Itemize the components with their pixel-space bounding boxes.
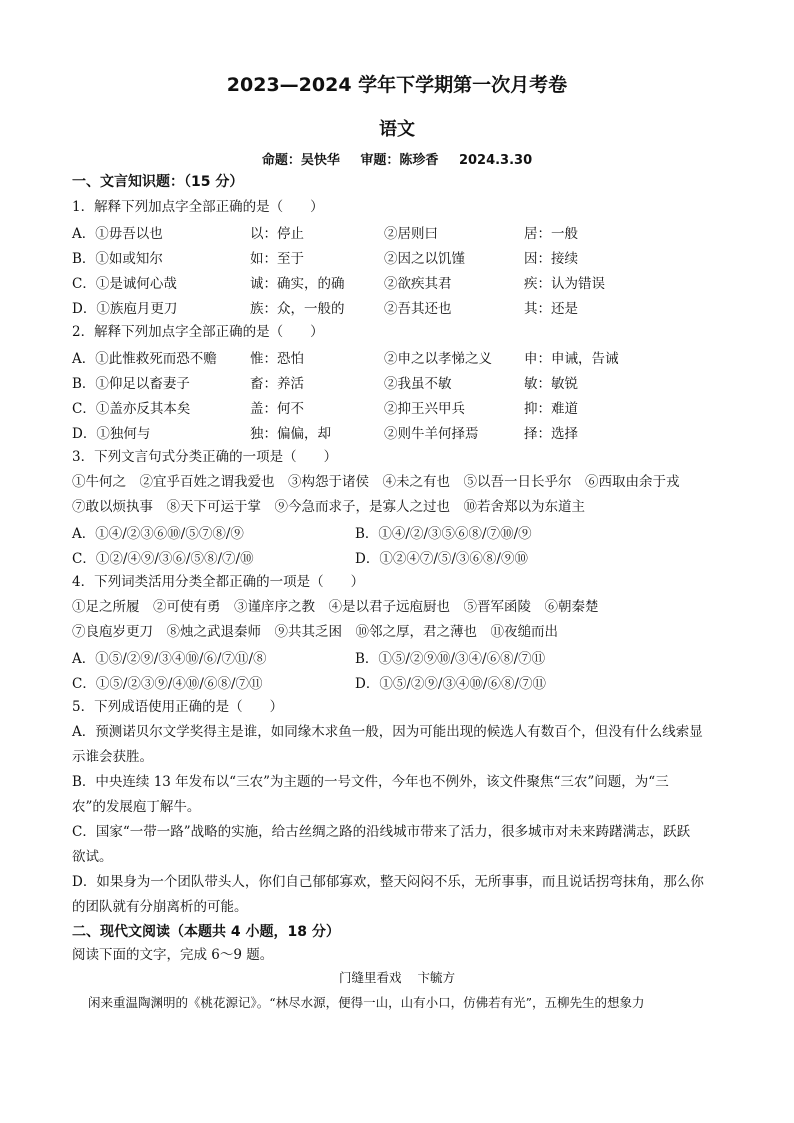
exam-date: 2024.3.30 <box>458 153 533 168</box>
option-text: C．国家“一带一路”战略的实施，给古丝绸之路的沿线城市带来了活力，很多城市对未来踌躇满志，跃跃 <box>72 824 691 840</box>
option-text: D．①②④⑦/⑤/③⑥⑧/⑨⑩ <box>355 551 528 567</box>
sentence-list: ⑦敢以烦执事 ⑧天下可运于掌 ⑨今急而求子，是寡人之过也 ⑩若舍郑以为东道主 <box>72 499 585 515</box>
section-heading: 一、文言知识题：（15 分） <box>72 174 244 190</box>
option-gloss: 其：还是 <box>524 301 578 317</box>
option-text: ②吾其还也 <box>384 301 452 317</box>
option-text: ②因之以饥馑 <box>384 251 465 267</box>
option-text: C．①⑤/②③⑨/④⑩/⑥⑧/⑦⑪ <box>72 676 263 692</box>
option-text: D．如果身为一个团队带头人，你们自己郁郁寡欢，整天闷闷不乐，无所事事，而且说话拐弯抹角，那么你 <box>72 874 704 890</box>
option-text: B．①⑤/②⑨⑩/③④/⑥⑧/⑦⑪ <box>355 651 546 667</box>
option-text: 欲试。 <box>72 849 113 865</box>
option-gloss: 族：众，一般的 <box>250 301 345 317</box>
question-stem: 3．下列文言句式分类正确的一项是（ ） <box>72 449 338 465</box>
option-text: ②则牛羊何择焉 <box>384 426 479 442</box>
question-stem: 1．解释下列加点字全部正确的是（ ） <box>72 199 324 215</box>
option-text: ②申之以孝悌之义 <box>384 351 492 367</box>
passage-paragraph: 闲来重温陶渊明的《桃花源记》。“林尽水源，便得一山，山有小口，仿佛若有光”，五柳先生的想象力 <box>88 995 645 1010</box>
option-gloss: 敏：敏锐 <box>524 376 578 392</box>
option-text: B．中央连续 13 年发布以“三农”为主题的一号文件，今年也不例外，该文件聚焦“三农”问题，为“三 <box>72 774 669 790</box>
option-text: C．①盖亦反其本矣 <box>72 401 191 417</box>
option-gloss: 申：申诫，告诫 <box>524 351 619 367</box>
reviewer-label: 审题：陈珍香 <box>360 153 439 168</box>
option-gloss: 如：至于 <box>250 251 304 267</box>
option-gloss: 疾：认为错误 <box>524 276 605 292</box>
option-row <box>72 647 732 667</box>
option-text: D．①独何与 <box>72 426 151 442</box>
option-text: ②抑王兴甲兵 <box>384 401 465 417</box>
question-stem: 4．下列词类活用分类全都正确的一项是（ ） <box>72 574 365 590</box>
passage-author: 卞毓方 <box>417 970 455 985</box>
option-gloss: 因：接续 <box>524 251 578 267</box>
subject-title: 语文 <box>379 119 415 140</box>
option-text: A．①⑤/②⑨/③④⑩/⑥/⑦⑪/⑧ <box>72 651 267 667</box>
option-gloss: 惟：恐怕 <box>250 351 304 367</box>
option-text: 的团队就有分崩离析的可能。 <box>72 899 248 915</box>
option-text: C．①是诚何心哉 <box>72 276 177 292</box>
author-line <box>0 149 794 168</box>
option-row <box>72 247 732 267</box>
option-row <box>72 547 732 567</box>
option-text: B．①仰足以畜妻子 <box>72 376 190 392</box>
option-row <box>72 422 732 442</box>
option-row <box>72 522 732 542</box>
option-text: C．①②/④⑨/③⑥/⑤⑧/⑦/⑩ <box>72 551 254 567</box>
passage-title: 门缝里看戏 <box>338 970 402 985</box>
option-text: ②居则曰 <box>384 226 438 242</box>
option-text: ②我虽不敏 <box>384 376 452 392</box>
exam-title: 2023—2024 学年下学期第一次月考卷 <box>226 74 568 96</box>
option-gloss: 诚：确实，的确 <box>250 276 345 292</box>
passage-title-line <box>0 968 794 986</box>
sentence-list: ①牛何之 ②宜乎百姓之谓我爱也 ③构怨于诸侯 ④未之有也 ⑤以吾一日长乎尔 ⑥西取由余于戎 <box>72 474 680 490</box>
section-heading: 二、现代文阅读（本题共 4 小题，18 分） <box>72 924 340 940</box>
option-gloss: 畜：养活 <box>250 376 304 392</box>
option-row <box>72 272 732 292</box>
option-text: B．①④/②/③⑤⑥⑧/⑦⑩/⑨ <box>355 526 532 542</box>
option-gloss: 抑：难道 <box>524 401 578 417</box>
option-gloss: 择：选择 <box>524 426 578 442</box>
question-stem: 2．解释下列加点字全部正确的是（ ） <box>72 324 324 340</box>
reading-instruction: 阅读下面的文字，完成 6～9 题。 <box>72 947 274 963</box>
sentence-list: ①足之所履 ②可使有勇 ③谨庠序之教 ④是以君子远庖厨也 ⑤晋军函陵 ⑥朝秦楚 <box>72 599 599 615</box>
question-stem: 5．下列成语使用正确的是（ ） <box>72 699 284 715</box>
sentence-list: ⑦良庖岁更刀 ⑧烛之武退秦师 ⑨共其乏困 ⑩邻之厚，君之薄也 ⑪夜缒而出 <box>72 624 558 640</box>
option-text: 示谁会获胜。 <box>72 749 153 765</box>
option-row <box>72 222 732 242</box>
option-row <box>72 372 732 392</box>
option-gloss: 以：停止 <box>250 226 304 242</box>
option-text: D．①族庖月更刀 <box>72 301 178 317</box>
option-row <box>72 672 732 692</box>
option-gloss: 居：一般 <box>524 226 578 242</box>
option-row <box>72 297 732 317</box>
option-text: A．①④/②③⑥⑩/⑤⑦⑧/⑨ <box>72 526 244 542</box>
option-text: D．①⑤/②⑨/③④⑩/⑥⑧/⑦⑪ <box>355 676 547 692</box>
author-label: 命题：吴快华 <box>261 153 340 168</box>
option-gloss: 盖：何不 <box>250 401 304 417</box>
option-gloss: 独：偏偏，却 <box>250 426 331 442</box>
option-text: 农”的发展庖丁解牛。 <box>72 799 201 815</box>
option-text: A．①此惟救死而恐不赡 <box>72 351 217 367</box>
option-text: A．预测诺贝尔文学奖得主是谁，如同缘木求鱼一般，因为可能出现的候选人有数百个，但没有什么线索显 <box>72 724 703 740</box>
option-text: A．①毋吾以也 <box>72 226 163 242</box>
option-text: B．①如或知尔 <box>72 251 163 267</box>
option-row <box>72 397 732 417</box>
option-text: ②欲疾其君 <box>384 276 452 292</box>
option-row <box>72 347 732 367</box>
